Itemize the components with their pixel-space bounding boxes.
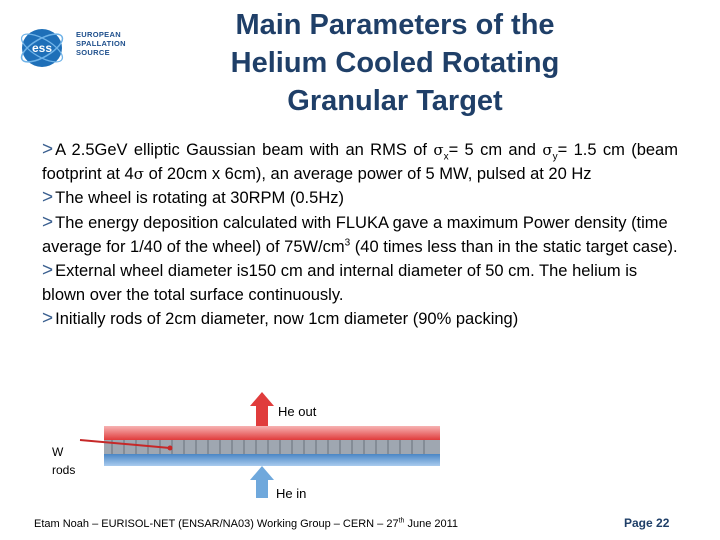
bullet-marker: > (42, 139, 54, 160)
bullet-diameter (42, 259, 678, 307)
he-out-arrow (250, 392, 274, 426)
footer-text: June 2011 (404, 518, 459, 530)
he-out-label: He out (278, 404, 317, 419)
subscript-x: x (443, 151, 449, 163)
bullet-beam (42, 138, 678, 186)
sigma-symbol: σ (433, 141, 444, 159)
bullet-text: (40 times less than in the static target case). (350, 237, 678, 256)
subscript-y: y (552, 151, 558, 163)
title-line-1: Main Parameters of the (235, 9, 555, 41)
sigma-symbol: σ (133, 165, 144, 184)
page-number: Page 22 (624, 516, 670, 530)
he-in-arrow (250, 466, 274, 498)
footer-text: Etam Noah – EURISOL-NET (ENSAR/NA03) Working Group – CERN – 27 (34, 518, 399, 530)
logo-line-1: EUROPEAN (76, 30, 121, 39)
logo-line-3: SOURCE (76, 48, 110, 57)
ess-logo-mark: ess (31, 41, 53, 55)
bullet-energy (42, 211, 678, 259)
ess-logo-icon (18, 22, 78, 74)
bullet-rotation (42, 186, 678, 210)
slide-title (180, 6, 610, 120)
bullet-text: The wheel is rotating at 30RPM (0.5Hz) (55, 189, 344, 208)
he-in-label: He in (276, 486, 307, 501)
w-label: W (52, 445, 64, 459)
bullet-marker: > (42, 187, 54, 209)
hot-helium-layer (104, 426, 440, 440)
bullet-text: A 2.5GeV elliptic Gaussian beam with an RMS of (55, 141, 434, 159)
bullet-text: = 5 cm and (448, 141, 543, 159)
rods-pointer-dot (168, 446, 173, 451)
sigma-symbol: σ (542, 141, 553, 159)
title-line-2: Helium Cooled Rotating (230, 47, 560, 79)
bullet-list (42, 138, 678, 332)
footer-citation (34, 518, 458, 530)
rods-label: rods (52, 463, 76, 477)
superscript-3: 3 (344, 237, 351, 249)
bullet-marker: > (42, 308, 54, 330)
bullet-marker: > (42, 211, 54, 233)
bullet-rods (42, 307, 678, 331)
footer-superscript: th (398, 517, 405, 525)
bullet-text: External wheel diameter is150 cm and internal diameter of 50 cm. The helium is blown over the total surface continuously. (42, 262, 638, 305)
bullet-marker: > (42, 260, 54, 282)
target-diagram (40, 388, 480, 508)
bullet-text: of 20cm x 6cm), an average power of 5 MW, pulsed at 20 Hz (143, 165, 592, 184)
bullet-text: Initially rods of 2cm diameter, now 1cm diameter (90% packing) (55, 310, 519, 329)
ess-logo-text (76, 30, 126, 57)
logo-line-2: SPALLATION (76, 39, 126, 48)
title-line-3: Granular Target (287, 85, 503, 117)
bullet-text: The energy deposition calculated with FLUKA gave a maximum Power density (time average for 1/40 of the wheel) of 75W/cm (42, 213, 668, 256)
bullet-text: = 1.5 cm (beam footprint at 4 (42, 141, 678, 184)
cold-helium-layer (104, 454, 440, 466)
